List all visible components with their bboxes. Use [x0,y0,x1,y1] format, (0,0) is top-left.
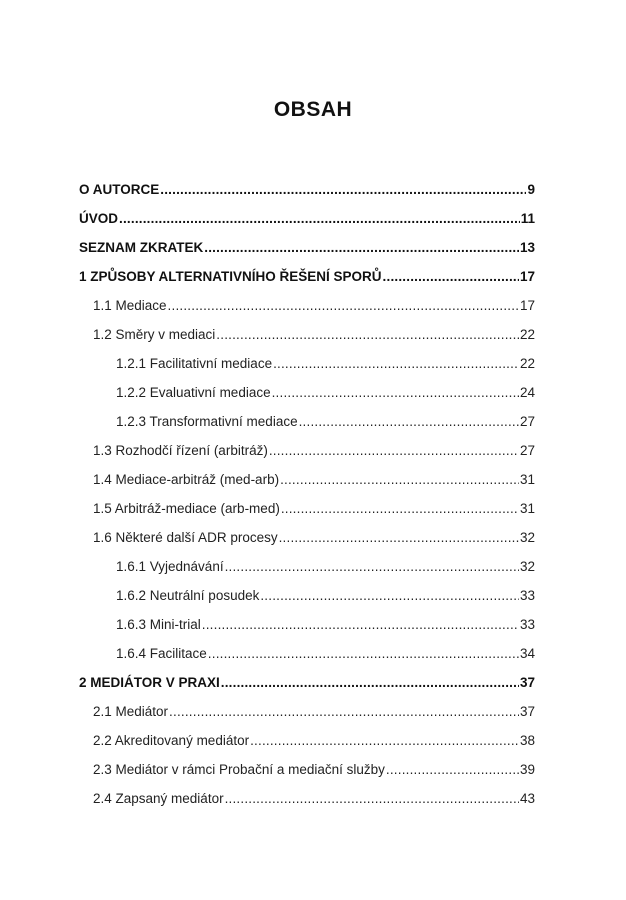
toc-entry[interactable] [79,182,535,211]
toc-entry-label: 1.5 Arbitráž-mediace (arb-med) [93,501,280,516]
toc-entry-page-number: 9 [527,182,535,197]
toc-entry[interactable] [79,298,535,327]
dot-leader [281,501,519,516]
toc-entry-label: 1.4 Mediace-arbitráž (med-arb) [93,472,280,487]
toc-entry-label: 1.2.2 Evaluativní mediace [116,385,271,400]
toc-entry[interactable] [79,588,535,617]
dot-leader [208,646,519,661]
toc-entry-page-number: 33 [519,617,535,632]
toc-entry[interactable] [79,385,535,414]
toc-entry[interactable] [79,443,535,472]
toc-entry-page-number: 31 [519,501,535,516]
toc-entry[interactable] [79,704,535,733]
toc-entry-label: ÚVOD [79,211,119,226]
toc-entry[interactable] [79,269,535,298]
toc-entry[interactable] [79,530,535,559]
toc-entry-page-number: 32 [519,559,535,574]
toc-entry[interactable] [79,327,535,356]
dot-leader [216,327,519,342]
toc-entry[interactable] [79,414,535,443]
toc-entry-page-number: 17 [519,298,535,313]
toc-entry-page-number: 17 [519,269,535,284]
toc-entry-page-number: 39 [519,762,535,777]
toc-entry[interactable] [79,356,535,385]
toc-entry[interactable] [79,617,535,646]
dot-leader [119,211,520,226]
toc-entry-label: 1.6.2 Neutrální posudek [116,588,260,603]
toc-entry-label: O AUTORCE [79,182,160,197]
dot-leader [280,472,519,487]
toc-entry-page-number: 33 [519,588,535,603]
toc-entry[interactable] [79,559,535,588]
dot-leader [273,356,519,371]
dot-leader [272,385,519,400]
toc-entry-page-number: 22 [519,327,535,342]
toc-entry-label: 1.2.3 Transformativní mediace [116,414,298,429]
dot-leader [260,588,519,603]
toc-entry-label: 1.6.1 Vyjednávání [116,559,224,574]
toc-entry-label: 2.1 Mediátor [93,704,169,719]
dot-leader [269,443,519,458]
toc-entry-page-number: 43 [519,791,535,806]
toc-entry[interactable] [79,240,535,269]
toc-entry-page-number: 27 [519,414,535,429]
toc-entry[interactable] [79,675,535,704]
toc-entry-page-number: 11 [520,211,535,226]
toc-entry-label: 1.6.4 Facilitace [116,646,207,661]
dot-leader [168,298,519,313]
dot-leader [169,704,519,719]
toc-entry-label: 2.4 Zapsaný mediátor [93,791,224,806]
toc-entry-label: 2.3 Mediátor v rámci Probační a mediační služby [93,762,385,777]
dot-leader [160,182,526,197]
toc-entry-page-number: 32 [519,530,535,545]
dot-leader [202,617,519,632]
toc-entry-page-number: 27 [519,443,535,458]
toc-entry[interactable] [79,733,535,762]
dot-leader [299,414,519,429]
toc-entry-page-number: 37 [519,704,535,719]
toc-entry[interactable] [79,472,535,501]
toc-entry-page-number: 34 [519,646,535,661]
toc-entry-label: 1.2 Směry v mediaci [93,327,216,342]
toc-entry[interactable] [79,762,535,791]
toc-entry-label: 1.3 Rozhodčí řízení (arbitráž) [93,443,268,458]
toc-entry-label: 1.1 Mediace [93,298,167,313]
dot-leader [386,762,519,777]
dot-leader [225,791,519,806]
toc-entry-page-number: 37 [519,675,535,690]
toc-entry-label: SEZNAM ZKRATEK [79,240,204,255]
toc-entry-label: 2 MEDIÁTOR V PRAXI [79,675,220,690]
toc-entry[interactable] [79,791,535,820]
toc-entry[interactable] [79,501,535,530]
dot-leader [279,530,519,545]
dot-leader [383,269,519,284]
toc-entry[interactable] [79,211,535,240]
toc-entry-label: 1 ZPŮSOBY ALTERNATIVNÍHO ŘEŠENÍ SPORŮ [79,269,382,284]
dot-leader [221,675,519,690]
toc-entry-label: 1.6 Některé další ADR procesy [93,530,278,545]
toc-entry-label: 1.6.3 Mini-trial [116,617,201,632]
page-title: OBSAH [273,98,353,121]
toc-entry-page-number: 13 [519,240,535,255]
toc-entry-label: 1.2.1 Facilitativní mediace [116,356,273,371]
dot-leader [204,240,519,255]
toc-entry-label: 2.2 Akreditovaný mediátor [93,733,250,748]
toc-entry[interactable] [79,646,535,675]
toc-entry-page-number: 24 [519,385,535,400]
toc-entry-page-number: 22 [519,356,535,371]
table-of-contents [79,182,535,820]
toc-entry-page-number: 31 [519,472,535,487]
dot-leader [250,733,519,748]
dot-leader [225,559,519,574]
toc-entry-page-number: 38 [519,733,535,748]
